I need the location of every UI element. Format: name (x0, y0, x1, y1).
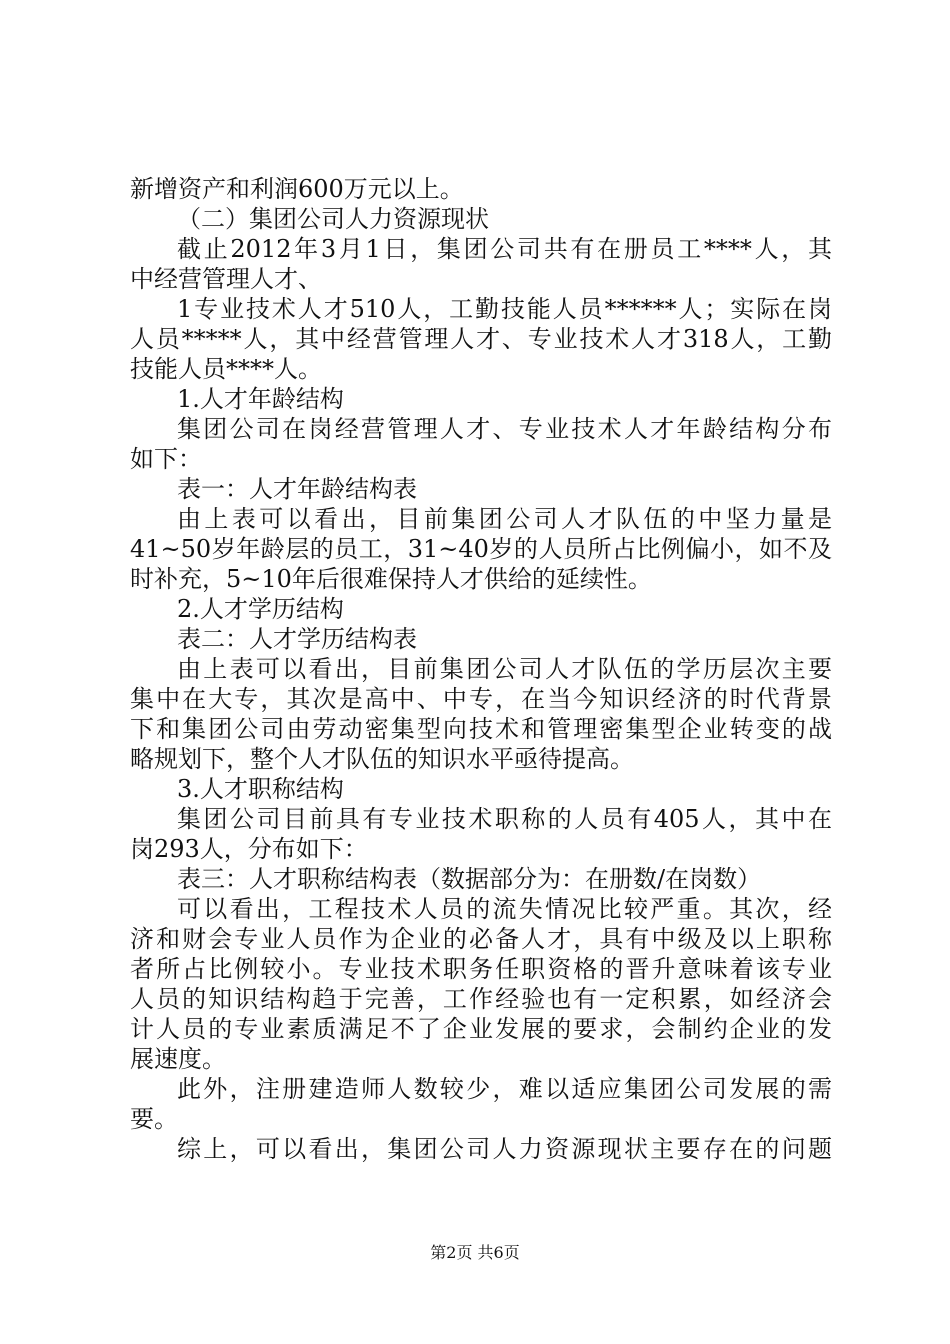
table-caption: 表一：人才年龄结构表 (177, 475, 417, 503)
text-line: 1专业技术人才510人，工勤技能人员******人；实际在岗 (177, 295, 832, 323)
text-line: 集中在大专，其次是高中、中专，在当今知识经济的时代背景 (130, 685, 832, 713)
subsection-heading: 2.人才学历结构 (177, 595, 344, 623)
text-line: 由上表可以看出，目前集团公司人才队伍的中坚力量是 (177, 505, 832, 533)
text-line: 人员的知识结构趋于完善，工作经验也有一定积累，如经济会 (130, 985, 832, 1013)
text-line: 集团公司目前具有专业技术职称的人员有405人，其中在 (177, 805, 832, 833)
subsection-heading: 3.人才职称结构 (177, 775, 344, 803)
text-line: 岗293人，分布如下： (130, 835, 368, 863)
text-line: 中经营管理人才、 (130, 265, 322, 293)
text-line: 技能人员****人。 (130, 355, 322, 383)
text-line: 集团公司在岗经营管理人才、专业技术人才年龄结构分布 (177, 415, 832, 443)
table-caption: 表三：人才职称结构表（数据部分为：在册数/在岗数） (177, 865, 762, 893)
text-line: 展速度。 (130, 1045, 226, 1073)
text-line: 此外，注册建造师人数较少，难以适应集团公司发展的需 (177, 1075, 832, 1103)
document-body (130, 174, 832, 1164)
text-line: 由上表可以看出，目前集团公司人才队伍的学历层次主要 (177, 655, 832, 683)
text-line: 综上，可以看出，集团公司人力资源现状主要存在的问题 (177, 1135, 832, 1163)
text-line: 要。 (130, 1105, 178, 1133)
text-line: 新增资产和利润600万元以上。 (130, 175, 464, 203)
text-line: 可以看出，工程技术人员的流失情况比较严重。其次，经 (177, 895, 832, 923)
text-line: 者所占比例较小。专业技术职务任职资格的晋升意味着该专业 (130, 955, 832, 983)
section-heading: （二）集团公司人力资源现状 (177, 205, 489, 233)
text-line: 计人员的专业素质满足不了企业发展的要求，会制约企业的发 (130, 1015, 832, 1043)
page-footer (0, 1243, 950, 1263)
text-line: 人员*****人，其中经营管理人才、专业技术人才318人，工勤 (130, 325, 832, 353)
text-line: 41~50岁年龄层的员工，31~40岁的人员所占比例偏小，如不及 (130, 535, 832, 563)
subsection-heading: 1.人才年龄结构 (177, 385, 344, 413)
page-number-label: 第2页 共6页 (430, 1243, 520, 1262)
text-line: 截止2012年3月1日，集团公司共有在册员工****人，其 (177, 235, 832, 263)
text-line: 下和集团公司由劳动密集型向技术和管理密集型企业转变的战 (130, 715, 832, 743)
text-line: 略规划下，整个人才队伍的知识水平亟待提高。 (130, 745, 634, 773)
table-caption: 表二：人才学历结构表 (177, 625, 417, 653)
text-line: 济和财会专业人员作为企业的必备人才，具有中级及以上职称 (130, 925, 832, 953)
text-line: 时补充，5~10年后很难保持人才供给的延续性。 (130, 565, 652, 593)
text-line: 如下： (130, 445, 202, 473)
